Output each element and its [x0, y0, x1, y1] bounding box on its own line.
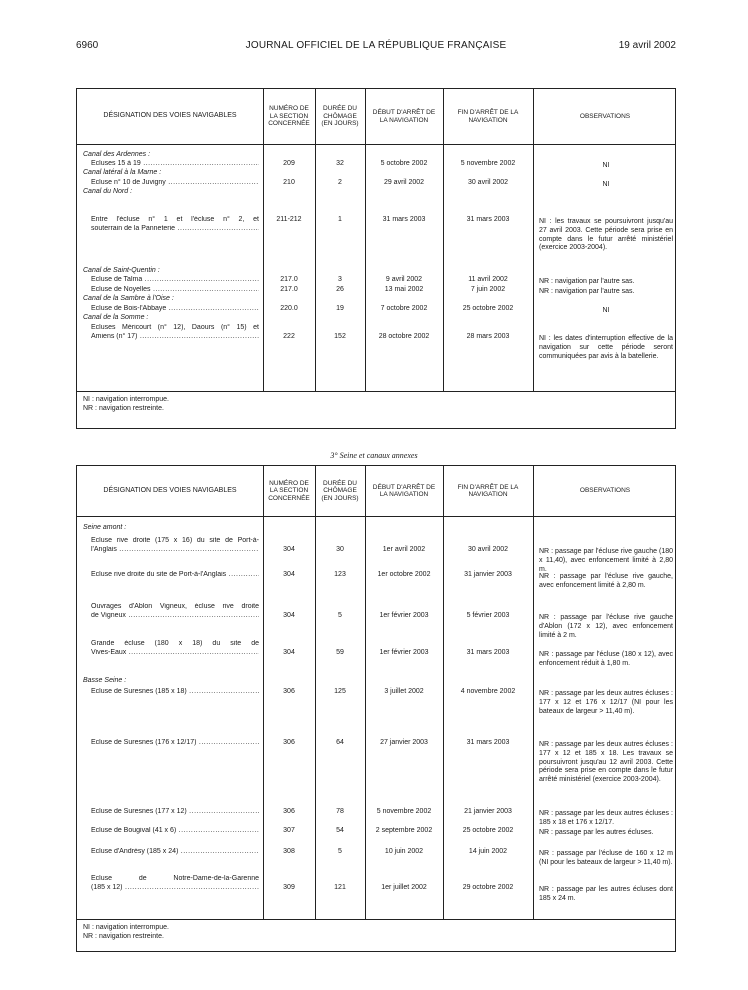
column-header-observations: OBSERVATIONS [579, 112, 631, 120]
cell-observations: NI : les dates d'interruption effective de la navigation sur cette période seront communiquées par avis à la batellerie. [539, 335, 673, 360]
category-label: Canal du Nord : [83, 188, 133, 195]
cell-numero: 211-212 [276, 216, 302, 223]
legend-line: NI : navigation interrompue. [83, 396, 169, 403]
cell-debut: 31 mars 2003 [382, 216, 426, 223]
cell-duree: 121 [334, 884, 346, 891]
cell-observations: NR : passage par les autres écluses dont 185 x 24 m. [539, 886, 673, 902]
cell-duree: 64 [336, 739, 344, 746]
category-label: Canal latéral à la Marne : [83, 169, 162, 176]
cell-fin: 31 mars 2003 [466, 739, 510, 746]
cell-debut: 9 avril 2002 [385, 276, 423, 283]
publication-date: 19 avril 2002 [618, 40, 676, 51]
cell-observations: NR : passage par l'écluse rive gauche (180 x 11,40), avec enfoncement limité à 2,80 m. [539, 548, 673, 573]
cell-duree: 125 [334, 688, 346, 695]
cell-numero: 304 [283, 571, 295, 578]
waterway-label: Ecluse d'Andrésy (185 x 24) ..... [91, 848, 259, 857]
waterway-label-cont: l'Anglais ..... [91, 546, 259, 555]
cell-debut: 1er juillet 2002 [381, 884, 427, 891]
waterway-label: Ecluse de Talma ..... [91, 276, 259, 285]
cell-numero: 304 [283, 612, 295, 619]
column-header-duree: DURÉE DU CHÔMAGE (EN JOURS) [321, 105, 359, 128]
cell-duree: 5 [338, 848, 342, 855]
cell-fin: 25 octobre 2002 [462, 305, 514, 312]
waterway-label-cont: Amiens (n° 17) ..... [91, 333, 259, 342]
waterway-label: Ecluses Méricourt (n° 12), Daours (n° 15) et [91, 324, 259, 331]
cell-duree: 5 [338, 612, 342, 619]
cell-observations: NR : passage par les deux autres écluses : 185 x 18 et 176 x 12/17. [539, 810, 673, 826]
category-label: Canal de la Somme : [83, 314, 149, 321]
cell-debut: 10 juin 2002 [384, 848, 424, 855]
cell-duree: 30 [336, 546, 344, 553]
legend-line: NR : navigation restreinte. [83, 404, 164, 412]
cell-observations: NI [602, 181, 610, 188]
cell-debut: 29 avril 2002 [383, 179, 425, 186]
column-header-debut: DÉBUT D'ARRÊT DE LA NAVIGATION [372, 483, 436, 498]
cell-numero: 217.0 [280, 286, 298, 293]
cell-duree: 3 [338, 276, 342, 283]
cell-duree: 152 [334, 333, 346, 340]
waterway-label: Ecluses 15 à 19 ..... [91, 160, 259, 169]
cell-debut: 5 octobre 2002 [380, 160, 428, 167]
cell-fin: 7 juin 2002 [470, 286, 506, 293]
cell-debut: 27 janvier 2003 [380, 739, 428, 746]
column-header-fin: FIN D'ARRÊT DE LA NAVIGATION [457, 109, 519, 124]
cell-observations: NR : passage par l'écluse rive gauche, avec enfoncement limité à 2,80 m. [539, 573, 673, 589]
cell-debut: 2 septembre 2002 [375, 827, 433, 834]
cell-observations: NR : navigation par l'autre sas. [539, 288, 635, 295]
waterway-label-cont: Vives-Eaux ..... [91, 649, 259, 658]
cell-duree: 54 [336, 827, 344, 834]
cell-numero: 222 [283, 333, 295, 340]
cell-numero: 307 [283, 827, 295, 834]
column-header-debut: DÉBUT D'ARRÊT DE LA NAVIGATION [372, 109, 436, 124]
waterway-label: Ecluse rive droite du site de Port-à-l'Anglais ..... [91, 571, 259, 580]
cell-observations: NR : passage par l'écluse rive gauche d'Ablon (172 x 12), avec enfoncement limité à 2 m. [539, 614, 673, 639]
cell-fin: 11 avril 2002 [468, 276, 508, 283]
cell-numero: 308 [283, 848, 295, 855]
cell-numero: 304 [283, 649, 295, 656]
cell-duree: 1 [338, 216, 342, 223]
column-header-designation: DÉSIGNATION DES VOIES NAVIGABLES [103, 112, 237, 120]
cell-debut: 13 mai 2002 [384, 286, 424, 293]
waterway-label-cont: (185 x 12) ..... [91, 884, 259, 893]
column-header-observations: OBSERVATIONS [579, 487, 631, 495]
cell-debut: 1er avril 2002 [382, 546, 426, 553]
cell-duree: 26 [336, 286, 344, 293]
column-divider [315, 89, 316, 391]
cell-duree: 19 [336, 305, 344, 312]
cell-fin: 21 janvier 2003 [464, 808, 512, 815]
cell-fin: 30 avril 2002 [467, 179, 509, 186]
cell-numero: 306 [283, 739, 295, 746]
waterway-label: Ecluse n° 10 de Juvigny ..... [91, 179, 259, 188]
legend-line: NI : navigation interrompue. [83, 924, 169, 931]
waterway-label: Ecluse de Suresnes (176 x 12/17) ..... [91, 739, 259, 748]
cell-fin: 28 mars 2003 [466, 333, 510, 340]
cell-numero: 210 [283, 179, 295, 186]
page-header [76, 40, 676, 54]
waterway-label: Entre l'écluse n° 1 et l'écluse n° 2, et [91, 216, 259, 223]
waterway-label: Ecluse de Notre-Dame-de-la-Garenne [91, 875, 259, 882]
cell-numero: 220.0 [280, 305, 298, 312]
column-header-fin: FIN D'ARRÊT DE LA NAVIGATION [457, 483, 519, 498]
cell-duree: 2 [338, 179, 342, 186]
cell-debut: 5 novembre 2002 [376, 808, 432, 815]
waterway-label: Ecluse de Bois-l'Abbaye ..... [91, 305, 259, 314]
cell-fin: 31 mars 2003 [466, 649, 510, 656]
cell-debut: 28 octobre 2002 [378, 333, 430, 340]
legend-line: NR : navigation restreinte. [83, 932, 164, 940]
cell-debut: 1er février 2003 [379, 649, 429, 656]
table-seine [76, 465, 676, 952]
waterway-label: Grande écluse (180 x 18) du site de [91, 640, 259, 647]
cell-numero: 306 [283, 808, 295, 815]
cell-observations: NI : les travaux se poursuivront jusqu'au 27 avril 2003. Cette période sera prise en compte dans le futur arrêté ministériel (exercice 2003-2004). [539, 218, 673, 252]
column-header-numero: NUMÉRO DE LA SECTION CONCERNÉE [268, 479, 310, 502]
cell-observations: NR : passage par l'écluse de 160 x 12 m (NI pour les bateaux de largeur > 11,40 m). [539, 850, 673, 866]
cell-fin: 14 juin 2002 [468, 848, 508, 855]
cell-observations: NR : passage par les autres écluses. [539, 829, 654, 836]
cell-observations: NR : passage par les deux autres écluses : 177 x 12 et 176 x 12/17 (NI pour les bateaux de largeur > 11,40 m). [539, 690, 673, 715]
cell-fin: 31 mars 2003 [466, 216, 510, 223]
waterway-label: Ecluse de Suresnes (185 x 18) ..... [91, 688, 259, 697]
category-label: Canal des Ardennes : [83, 151, 151, 158]
cell-observations: NR : passage par l'écluse (180 x 12), avec enfoncement réduit à 1,80 m. [539, 651, 673, 667]
category-label: Basse Seine : [83, 677, 127, 684]
cell-debut: 1er février 2003 [379, 612, 429, 619]
cell-debut: 1er octobre 2002 [377, 571, 431, 578]
cell-fin: 25 octobre 2002 [462, 827, 514, 834]
cell-numero: 306 [283, 688, 295, 695]
cell-debut: 3 juillet 2002 [384, 688, 424, 695]
cell-observations: NR : navigation par l'autre sas. [539, 278, 635, 285]
column-divider [533, 466, 534, 919]
cell-duree: 123 [334, 571, 346, 578]
cell-fin: 5 novembre 2002 [460, 160, 516, 167]
column-divider [533, 89, 534, 391]
waterway-label-cont: de Vigneux ..... [91, 612, 259, 621]
table-header [77, 89, 675, 145]
category-label: Seine amont : [83, 524, 127, 531]
cell-fin: 31 janvier 2003 [464, 571, 512, 578]
cell-numero: 209 [283, 160, 295, 167]
column-divider [443, 89, 444, 391]
cell-fin: 4 novembre 2002 [460, 688, 516, 695]
table-legend [77, 919, 675, 951]
cell-numero: 217.0 [280, 276, 298, 283]
journal-title: JOURNAL OFFICIEL DE LA RÉPUBLIQUE FRANÇAISE [245, 40, 507, 51]
table-header [77, 466, 675, 517]
waterway-label: Ecluse rive droite (175 x 16) du site de Port-à- [91, 537, 259, 544]
waterway-label: Ouvrages d'Ablon Vigneux, écluse rive droite [91, 603, 259, 610]
column-header-designation: DÉSIGNATION DES VOIES NAVIGABLES [103, 486, 237, 494]
cell-duree: 32 [336, 160, 344, 167]
waterway-label: Ecluse de Noyelles ..... [91, 286, 259, 295]
category-label: Canal de Saint-Quentin : [83, 267, 160, 274]
section-title: 3° Seine et canaux annexes [330, 451, 418, 460]
cell-observations: NI [602, 307, 610, 314]
waterway-label-cont: souterrain de la Panneterie ..... [91, 225, 259, 234]
column-divider [365, 89, 366, 391]
column-header-duree: DURÉE DU CHÔMAGE (EN JOURS) [321, 479, 359, 502]
cell-fin: 5 février 2003 [466, 612, 510, 619]
table-canaux-nord [76, 88, 676, 429]
cell-fin: 29 octobre 2002 [462, 884, 514, 891]
cell-observations: NR : passage par les deux autres écluses : 177 x 12 et 185 x 18. Les travaux se poursuivront jusqu'au 12 avril 2003. Cette période sera prise en compte dans le futur arrêté ministériel (exercice 2003-2004). [539, 741, 673, 783]
cell-debut: 7 octobre 2002 [380, 305, 428, 312]
waterway-label: Ecluse de Bougival (41 x 6) ..... [91, 827, 259, 836]
cell-duree: 59 [336, 649, 344, 656]
page-number: 6960 [76, 40, 99, 51]
cell-numero: 304 [283, 546, 295, 553]
cell-fin: 30 avril 2002 [467, 546, 509, 553]
table-legend [77, 391, 675, 428]
waterway-label: Ecluse de Suresnes (177 x 12) ..... [91, 808, 259, 817]
column-header-numero: NUMÉRO DE LA SECTION CONCERNÉE [268, 105, 310, 128]
cell-duree: 78 [336, 808, 344, 815]
column-divider [263, 89, 264, 391]
category-label: Canal de la Sambre à l'Oise : [83, 295, 174, 302]
cell-observations: NI [602, 162, 610, 169]
cell-numero: 309 [283, 884, 295, 891]
